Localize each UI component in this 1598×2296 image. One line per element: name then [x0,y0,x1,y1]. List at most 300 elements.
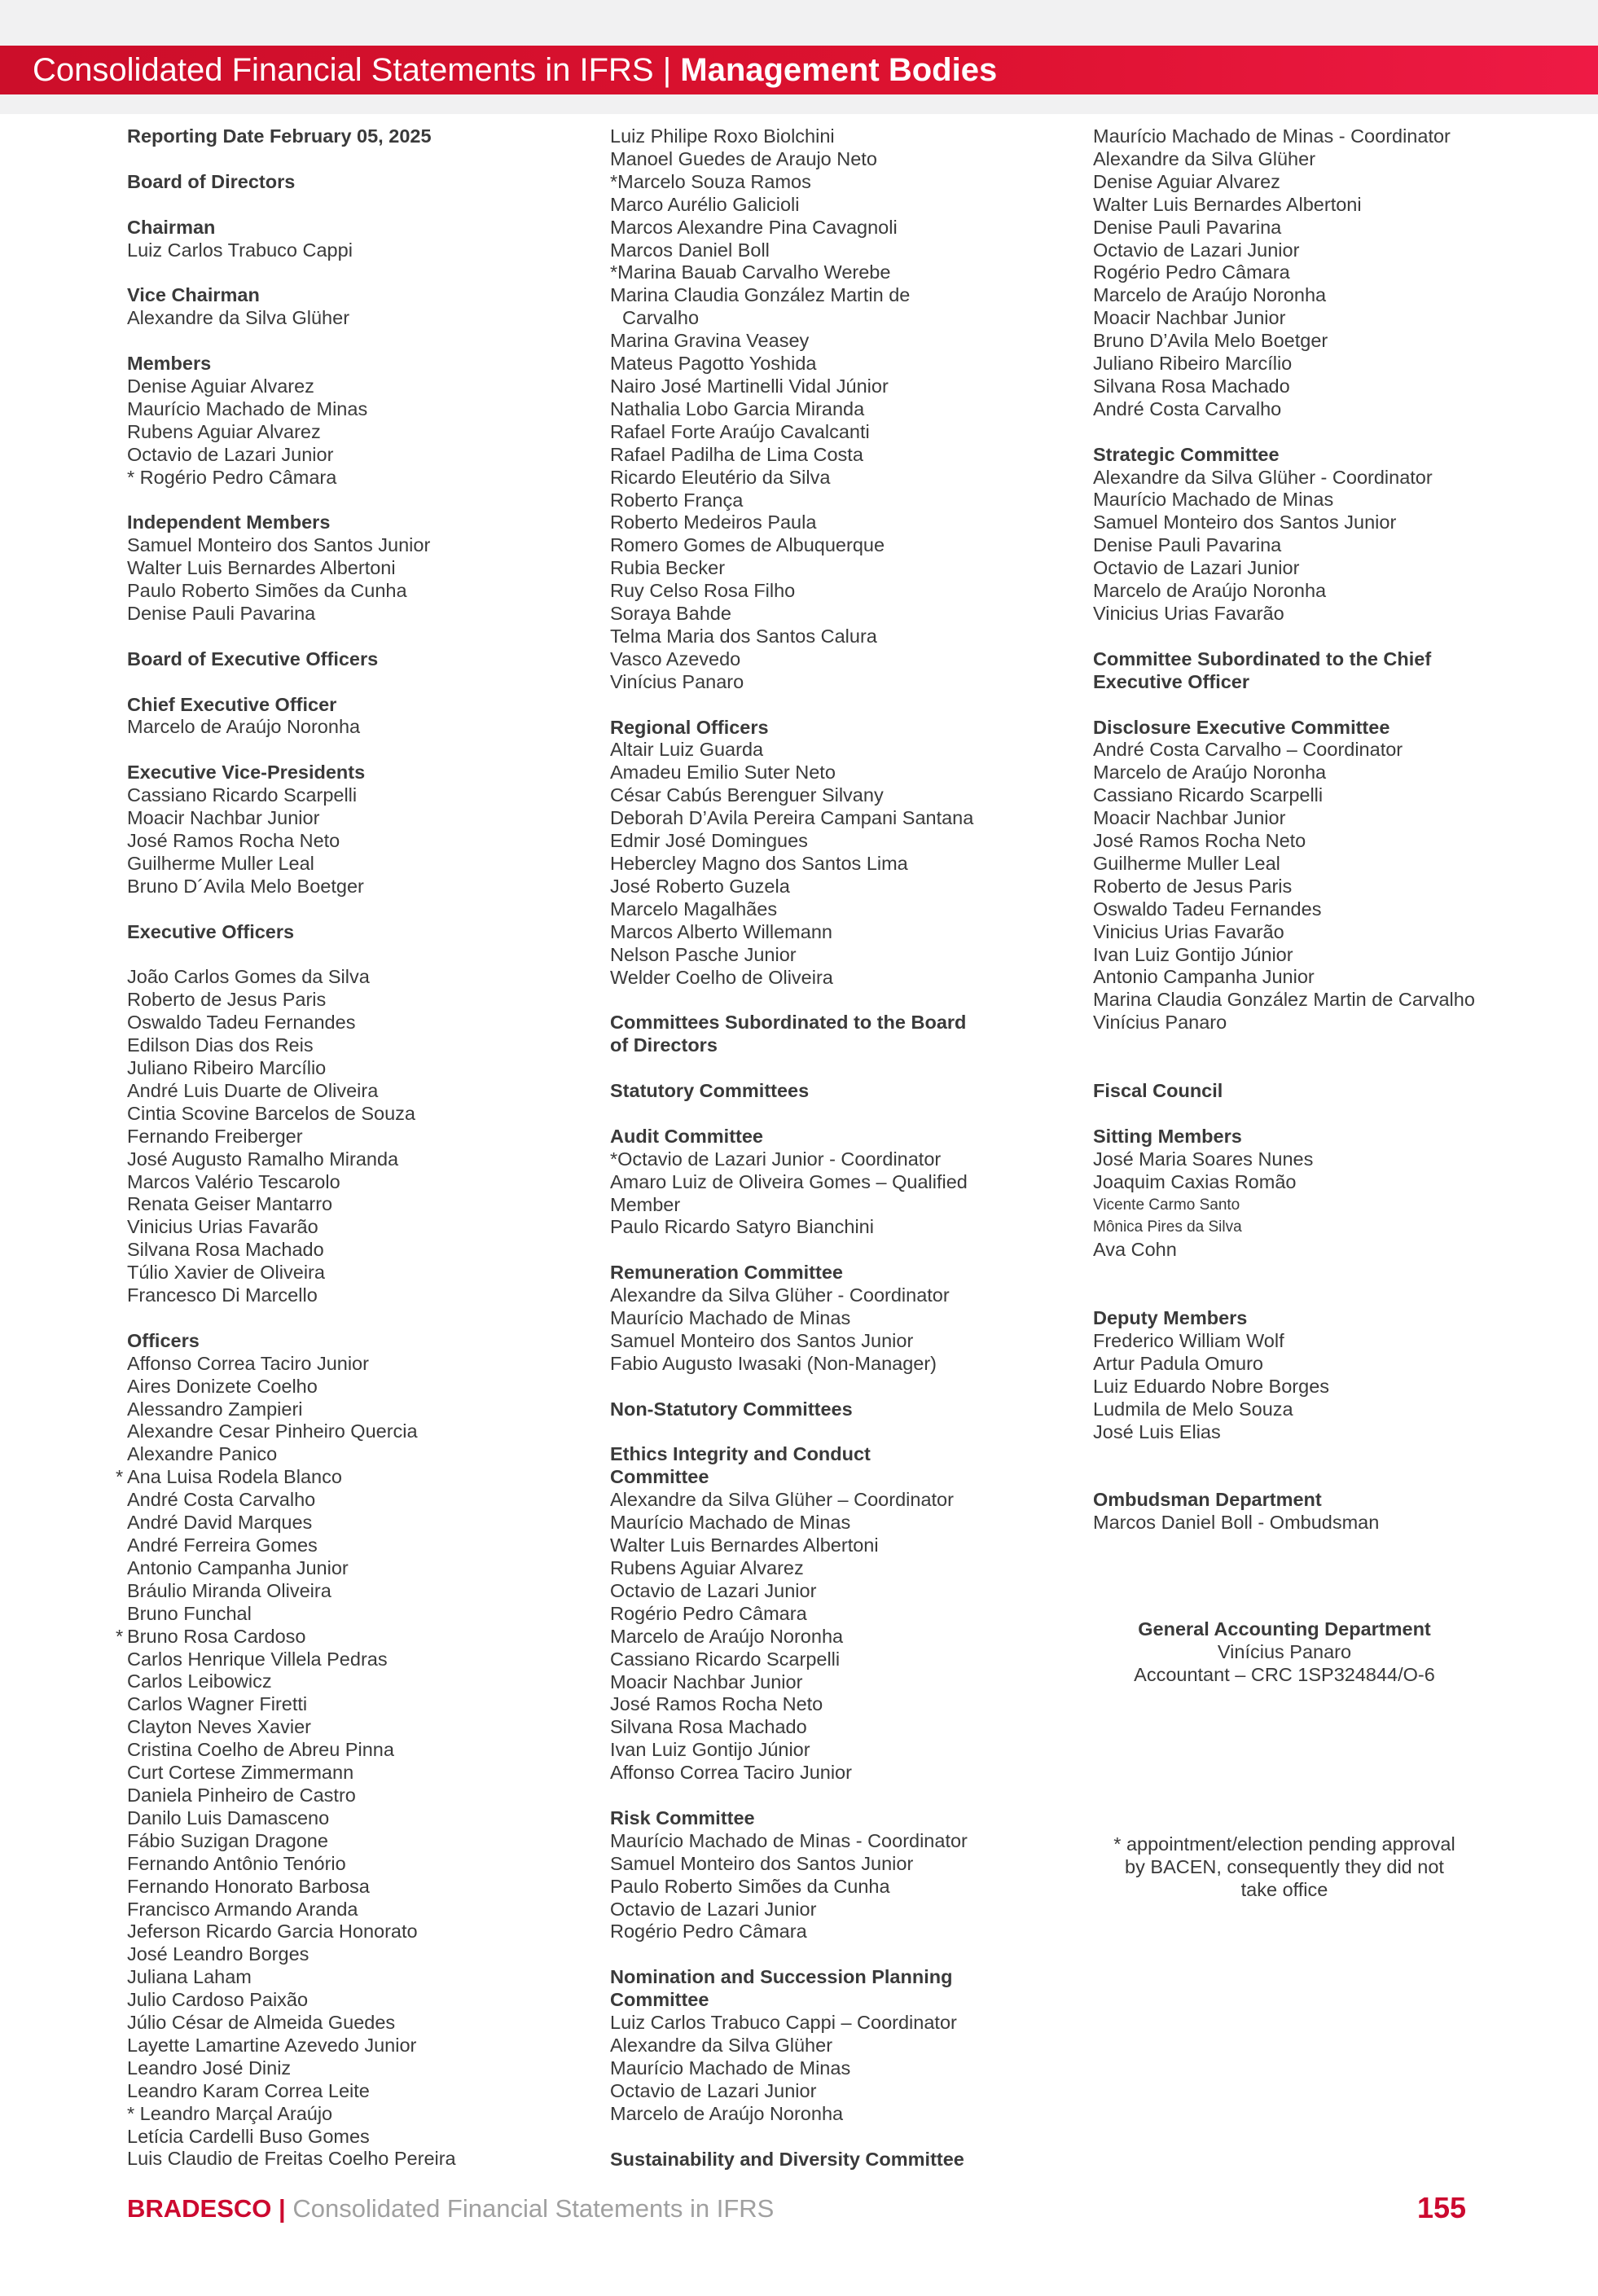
line-text: Samuel Monteiro dos Santos Junior [610,1852,914,1874]
line-text: Oswaldo Tadeu Fernandes [127,1012,356,1034]
line-text: Statutory Committees [610,1080,810,1102]
line-text: Ricardo Eleutério da Silva [610,466,831,488]
list-item [127,375,583,398]
list-item [610,921,1050,944]
line-text: Marcelo de Araújo Noronha [1093,762,1327,784]
section-heading [1093,1080,1533,1103]
line-text: Edilson Dias dos Reis [127,1034,314,1056]
accountant-role: Accountant – CRC 1SP324844/O-6 [1134,1664,1435,1685]
spacer [610,1785,1050,1807]
line-text: Fiscal Council [1093,1079,1223,1101]
line-text: *Octavio de Lazari Junior - Coordinator [610,1148,942,1170]
list-item [127,2126,583,2149]
line-text: Chairman [127,216,216,238]
spacer [610,1103,1050,1126]
line-text: Curt Cortese Zimmermann [127,1762,354,1784]
list-item [610,467,1050,489]
list-item [610,330,1050,353]
list-item [610,489,1050,512]
line-text: Vinicius Urias Favarão [127,1216,318,1238]
list-item [610,534,1050,557]
spacer [1093,1443,1533,1466]
list-item [610,1307,1050,1330]
list-item [127,1239,583,1262]
column-middle [610,125,1050,2171]
line-text: Maurício Machado de Minas [127,397,368,419]
line-text: Guilherme Muller Leal [1093,852,1280,874]
spacer [610,1943,1050,1966]
line-text: Francisco Armando Aranda [127,1898,358,1920]
line-text: Paulo Ricardo Satyro Bianchini [610,1216,874,1238]
line-text: Marcos Alberto Willemann [610,920,832,942]
line-text: Marco Aurélio Galicioli [610,193,800,215]
line-text: Marcos Valério Tescarolo [127,1170,340,1192]
list-item [1093,989,1533,1012]
list-item [1093,1330,1533,1353]
line-text: Daniela Pinheiro de Castro [127,1784,356,1806]
list-item [1093,1398,1533,1421]
top-strip [0,0,1598,46]
section-heading [610,1080,1050,1103]
list-item [1093,1194,1533,1217]
list-item [127,853,583,876]
list-item [127,1853,583,1876]
line-text: Romero Gomes de Albuquerque [610,534,885,556]
spacer [610,1057,1050,1080]
spacer [127,1307,583,1330]
line-text: José Maria Soares Nunes [1093,1148,1314,1170]
line-text: Renata Geiser Mantarro [127,1193,333,1215]
line-text: Fabio Augusto Iwasaki (Non-Manager) [610,1352,937,1374]
line-text: Bruno D’Avila Melo Boetger [1093,330,1328,352]
line-text: Silvana Rosa Machado [127,1239,324,1261]
line-text: Octavio de Lazari Junior [1093,557,1300,579]
line-text: Bruno D´Avila Melo Boetger [127,875,364,897]
line-text: André David Marques [127,1512,313,1534]
footer-separator: | [279,2194,286,2223]
spacer [127,148,583,171]
spacer [1093,421,1533,444]
header-title-left: Consolidated Financial Statements in IFRS [33,52,654,88]
line-text: Paulo Roberto Simões da Cunha [610,1875,890,1897]
line-text: Marcelo de Araújo Noronha [127,716,361,738]
list-item [127,1398,583,1421]
line-text: Welder Coelho de Oliveira [610,966,833,988]
line-text: Reporting Date February 05, 2025 [127,125,432,147]
list-item [610,511,1050,534]
list-item [127,1966,583,1989]
list-item [127,2057,583,2080]
line-text: Luiz Carlos Trabuco Cappi – Coordinator [610,2012,957,2034]
list-item [610,261,1050,284]
list-item [127,2148,583,2171]
spacer [1093,1034,1533,1057]
list-item [610,1921,1050,1943]
line-text: Disclosure Executive Committee [1093,716,1390,738]
section-heading [1093,1489,1533,1512]
general-accounting-block [1093,1618,1476,1686]
list-item [127,307,583,330]
line-text: Amadeu Emilio Suter Neto [610,762,836,784]
line-text: Octavio de Lazari Junior [1093,239,1300,261]
line-text: Alexandre Panico [127,1443,278,1465]
list-item [127,1830,583,1853]
list-item [610,2057,1050,2080]
line-text: Samuel Monteiro dos Santos Junior [127,534,431,556]
line-text: Moacir Nachbar Junior [127,807,320,829]
list-item [1093,467,1533,489]
section-heading [610,1012,1050,1034]
line-text: *Marina Bauab Carvalho Werebe [610,261,891,283]
list-item [610,853,1050,876]
line-text: Ava Cohn [1093,1239,1177,1261]
line-text: Amaro Luiz de Oliveira Gomes – Qualified [610,1170,968,1192]
section-heading [610,1126,1050,1148]
list-item [610,1171,1050,1194]
list-item [127,1876,583,1899]
line-text: Ivan Luiz Gontijo Júnior [610,1739,810,1761]
line-text: Ruy Celso Rosa Filho [610,580,796,602]
line-text: Silvana Rosa Machado [1093,375,1290,397]
section-heading [127,284,583,307]
line-text: João Carlos Gomes da Silva [127,966,370,988]
list-item [127,1943,583,1966]
list-item [127,1899,583,1921]
list-item [1093,261,1533,284]
list-item [610,626,1050,648]
list-item [610,2103,1050,2126]
line-text: Jeferson Ricardo Garcia Honorato [127,1921,418,1943]
list-item [127,1603,583,1626]
list-item [127,1785,583,1807]
line-text: Juliano Ribeiro Marcílio [1093,353,1293,375]
spacer [610,694,1050,717]
line-text: André Luis Duarte de Oliveira [127,1079,379,1101]
list-item [610,739,1050,762]
line-text: of Directors [610,1034,718,1056]
list-item [127,1103,583,1126]
footer-brand: BRADESCO [127,2194,272,2223]
section-heading [1093,444,1533,467]
list-item [1093,603,1533,626]
list-item [127,603,583,626]
list-item [127,1171,583,1194]
list-item [610,1716,1050,1739]
line-text: Cassiano Ricardo Scarpelli [1093,784,1324,806]
pending-marker: * [116,1466,124,1488]
line-text: Bruno Funchal [127,1602,252,1624]
section-heading [1093,717,1533,740]
list-item [127,1148,583,1171]
line-text: Deputy Members [1093,1307,1248,1328]
list-item [610,1489,1050,1512]
list-item [610,1739,1050,1762]
list-item [127,1512,583,1534]
section-heading [127,217,583,239]
line-text: Marcelo de Araújo Noronha [1093,284,1327,306]
page-number: 155 [1417,2191,1467,2224]
line-text: Antonio Campanha Junior [1093,966,1315,988]
list-item [610,284,1050,307]
line-text: Samuel Monteiro dos Santos Junior [1093,511,1397,533]
spacer [127,489,583,511]
line-text: Soraya Bahde [610,603,731,625]
list-item [610,807,1050,830]
pending-marker: * [116,1625,124,1647]
line-text: Francesco Di Marcello [127,1284,318,1306]
list-item [1093,557,1533,580]
section-heading [610,1966,1050,1989]
line-text: André Costa Carvalho [127,1489,316,1511]
list-item [127,1012,583,1034]
list-item [610,307,1050,330]
line-text: Rogério Pedro Câmara [610,1602,807,1624]
line-text: Alessandro Zampieri [127,1398,303,1420]
line-text: Officers [127,1329,200,1351]
list-item [127,1557,583,1580]
list-item [1093,784,1533,807]
line-text: Luiz Philipe Roxo Biolchini [610,125,835,147]
line-text: José Ramos Rocha Neto [1093,830,1306,852]
line-text: Telma Maria dos Santos Calura [610,625,877,647]
line-text: Ombudsman Department [1093,1489,1322,1511]
line-text: Vinícius Panaro [1093,1012,1227,1034]
line-text: Committee Subordinated to the Chief [1093,648,1432,669]
list-item [127,1034,583,1057]
list-item [1093,239,1533,262]
list-item [610,239,1050,262]
section-heading [610,1443,1050,1466]
line-text: Clayton Neves Xavier [127,1716,311,1738]
list-item [610,1194,1050,1217]
line-text: José Ramos Rocha Neto [610,1693,823,1715]
line-text: Rubens Aguiar Alvarez [610,1556,804,1578]
header-bottom-strip [0,94,1598,114]
line-text: Ethics Integrity and Conduct [610,1443,871,1465]
line-text: Cristina Coelho de Abreu Pinna [127,1739,394,1761]
list-item [1093,1376,1533,1398]
line-text: José Roberto Guzela [610,875,790,897]
list-item [610,1512,1050,1534]
line-text: Walter Luis Bernardes Albertoni [127,557,396,579]
line-text: Mateus Pagotto Yoshida [610,353,817,375]
line-text: Alexandre Cesar Pinheiro Quercia [127,1420,418,1442]
line-text: Vasco Azevedo [610,648,741,669]
line-text: Executive Officers [127,920,295,942]
line-text: Marina Gravina Veasey [610,330,810,352]
line-text: Moacir Nachbar Junior [1093,807,1286,829]
list-item [1093,194,1533,217]
list-item [1093,876,1533,898]
line-text: Rafael Forte Araújo Cavalcanti [610,420,870,442]
line-text: Carvalho [622,307,700,329]
list-item [127,1762,583,1785]
list-item [1093,511,1533,534]
list-item [127,1262,583,1284]
line-text: Fernando Antônio Tenório [127,1852,346,1874]
line-text: Vinicius Urias Favarão [1093,920,1284,942]
list-item [127,1376,583,1398]
line-text: Edmir José Domingues [610,830,808,852]
list-item [127,1216,583,1239]
spacer [1093,1057,1533,1080]
line-text: Audit Committee [610,1125,763,1147]
line-text: Nairo José Martinelli Vidal Júnior [610,375,889,397]
list-item [610,125,1050,148]
list-item [610,1693,1050,1716]
list-item [127,966,583,989]
list-item [127,2080,583,2103]
line-text: Nelson Pasche Junior [610,943,797,965]
line-text: Marcos Alexandre Pina Cavagnoli [610,216,898,238]
spacer [1093,1103,1533,1126]
list-item [127,1921,583,1943]
line-text: Marina Claudia González Martin de [610,284,911,306]
spacer [127,671,583,694]
line-text: Walter Luis Bernardes Albertoni [610,1534,879,1556]
line-text: Roberto França [610,489,744,511]
list-item [127,830,583,853]
column-left [116,125,583,2171]
line-text: Fernando Freiberger [127,1125,303,1147]
list-item [610,671,1050,694]
list-item [127,989,583,1012]
line-text: Ana Luisa Rodela Blanco [127,1466,342,1488]
section-heading [127,125,583,148]
line-text: Roberto de Jesus Paris [127,989,327,1011]
line-text: Committee [610,1989,709,2011]
list-item [610,148,1050,171]
list-item [610,1876,1050,1899]
list-item [127,1670,583,1693]
line-text: * Rogério Pedro Câmara [127,466,337,488]
section-heading [127,353,583,375]
line-text: Alexandre da Silva Glüher [610,2034,833,2056]
spacer [610,1376,1050,1398]
line-text: Affonso Correa Taciro Junior [610,1762,852,1784]
line-text: Mônica Pires da Silva [1093,1218,1242,1236]
line-text: Samuel Monteiro dos Santos Junior [610,1329,914,1351]
accountant-name: Vinícius Panaro [1217,1641,1352,1662]
line-text: Executive Vice-Presidents [127,762,366,784]
list-item [127,716,583,739]
list-item [610,1284,1050,1307]
list-item [610,967,1050,990]
list-item [1093,853,1533,876]
spacer [1093,694,1533,717]
section-heading [610,717,1050,740]
list-item [127,807,583,830]
list-item [1093,830,1533,853]
list-item [610,1557,1050,1580]
line-text: Carlos Henrique Villela Pedras [127,1648,388,1670]
line-text: Remuneration Committee [610,1262,843,1284]
line-text: Denise Pauli Pavarina [1093,534,1282,556]
list-item [610,1762,1050,1785]
line-text: Maurício Machado de Minas - Coordinator [1093,125,1451,147]
list-item [610,762,1050,784]
list-item [127,1807,583,1830]
list-item [127,876,583,898]
line-text: Luiz Carlos Trabuco Cappi [127,239,353,261]
list-item [610,1580,1050,1603]
line-text: Juliano Ribeiro Marcílio [127,1057,327,1078]
spacer [610,1239,1050,1262]
section-heading [610,1466,1050,1489]
line-text: Nomination and Succession Planning [610,1966,953,1988]
page-footer [127,2194,774,2224]
list-item [127,1420,583,1443]
spacer [127,898,583,921]
section-heading [610,1989,1050,2012]
list-item [610,876,1050,898]
spacer [127,626,583,648]
list-item [1093,1421,1533,1444]
list-item [610,1330,1050,1353]
spacer [127,330,583,353]
list-item [127,534,583,557]
line-text: André Ferreira Gomes [127,1534,318,1556]
list-item [1093,739,1533,762]
list-item [1093,489,1533,511]
list-item [127,2035,583,2057]
list-item [1093,1353,1533,1376]
line-text: Bruno Rosa Cardoso [127,1625,306,1647]
line-text: Alexandre da Silva Glüher - Coordinator [1093,466,1433,488]
line-text: Aires Donizete Coelho [127,1375,318,1397]
list-item [610,944,1050,967]
line-text: Marcelo Magalhães [610,898,778,920]
list-item [127,1648,583,1671]
list-item [610,557,1050,580]
list-item [610,580,1050,603]
line-text: Ivan Luiz Gontijo Júnior [1093,943,1293,965]
list-item [127,1080,583,1103]
line-text: Maurício Machado de Minas [1093,489,1334,511]
accounting-title: General Accounting Department [1138,1618,1431,1640]
line-text: Leandro José Diniz [127,2057,292,2079]
line-text: Alexandre da Silva Glüher - Coordinator [610,1284,950,1306]
line-text: Danilo Luis Damasceno [127,1807,330,1828]
line-text: Fábio Suzigan Dragone [127,1829,328,1851]
list-item [610,648,1050,671]
line-text: Julio Cardoso Paixão [127,1989,309,2011]
line-text: Moacir Nachbar Junior [610,1670,803,1692]
line-text: Cintia Scovine Barcelos de Souza [127,1102,416,1124]
spacer [127,194,583,217]
line-text: Regional Officers [610,716,769,738]
spacer [1093,1284,1533,1307]
line-text: Denise Aguiar Alvarez [127,375,314,397]
line-text: Affonso Correa Taciro Junior [127,1352,369,1374]
list-item [610,171,1050,194]
list-item [127,1716,583,1739]
list-item [127,398,583,421]
header-separator: | [662,52,672,88]
list-item [127,1126,583,1148]
section-heading [1093,648,1533,671]
line-text: Independent Members [127,511,331,533]
line-text: Marcos Daniel Boll [610,239,770,261]
footer-text: Consolidated Financial Statements in IFRS [292,2194,775,2223]
list-item [610,1648,1050,1671]
line-text: André Costa Carvalho [1093,397,1282,419]
list-item [1093,307,1533,330]
line-text: Rubens Aguiar Alvarez [127,420,321,442]
line-text: Marcelo de Araújo Noronha [610,2102,844,2124]
section-heading [610,1262,1050,1284]
list-item [127,1693,583,1716]
